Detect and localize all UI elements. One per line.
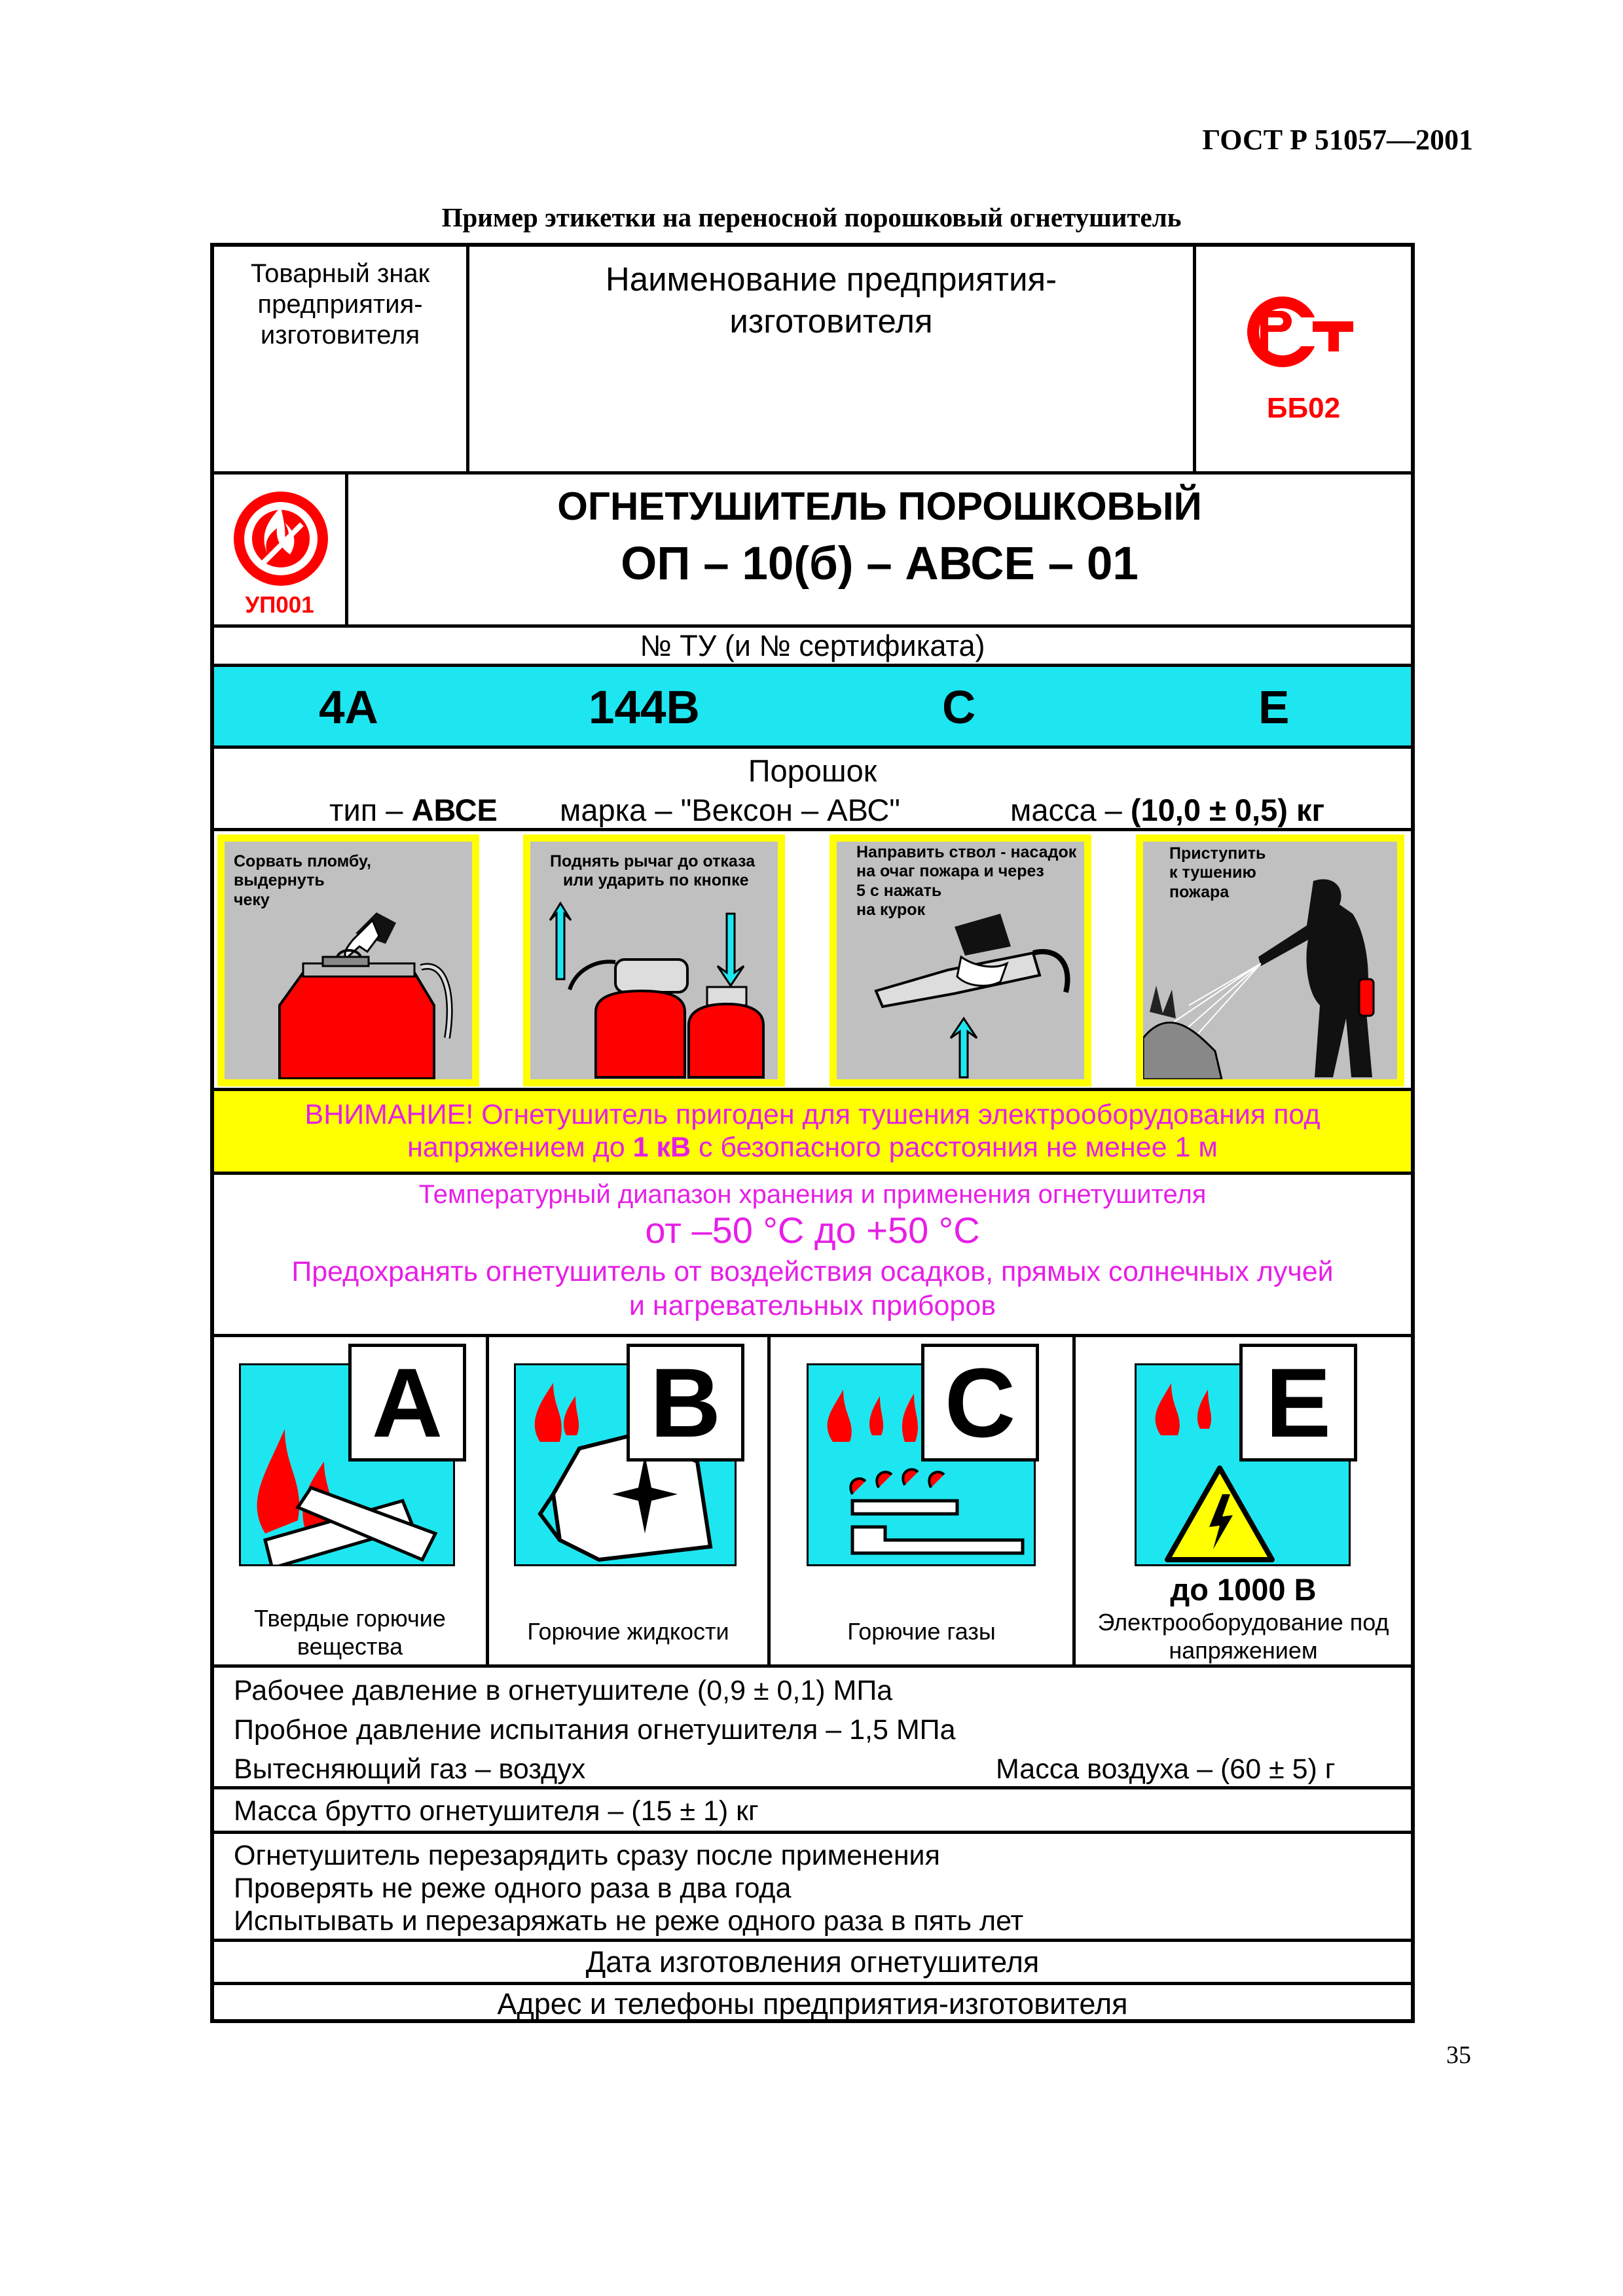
step-instruction-line: Приступить bbox=[1169, 844, 1266, 863]
manufacturer-address: Адрес и телефоны предприятия-изготовителя bbox=[497, 1987, 1128, 2020]
extinguisher-model: ОП – 10(б) – АВСЕ – 01 bbox=[621, 538, 1139, 590]
trademark-line: изготовителя bbox=[260, 320, 420, 350]
step-instruction-line: 5 с нажать bbox=[856, 881, 942, 900]
rating-class-a: 4А bbox=[319, 682, 378, 734]
storage-precaution: Предохранять огнетушитель от воздействия осадков, прямых солнечных лучей bbox=[291, 1256, 1334, 1287]
step-instruction-line: Сорвать пломбу, bbox=[234, 852, 371, 870]
fire-class-letter: E bbox=[1265, 1348, 1332, 1458]
step-instruction-line: на курок bbox=[856, 900, 926, 919]
usage-step-1 bbox=[217, 834, 479, 1086]
step-instruction-line: чеку bbox=[234, 890, 270, 909]
rating-class-e: Е bbox=[1258, 682, 1290, 734]
gross-mass: Масса брутто огнетушителя – (15 ± 1) кг bbox=[234, 1795, 759, 1827]
extinguisher-type-title: ОГНЕТУШИТЕЛЬ ПОРОШКОВЫЙ bbox=[557, 484, 1202, 528]
powder-type-label: тип – bbox=[329, 793, 412, 827]
warning-line: с безопасного расстояния не менее 1 м bbox=[691, 1132, 1218, 1163]
press-lever-illustration bbox=[530, 842, 778, 1079]
fire-class-c-cell bbox=[771, 1337, 1076, 1664]
powder-brand: марка – "Вексон – АВС" bbox=[560, 793, 900, 827]
enterprise-name-line: Наименование предприятия- bbox=[605, 260, 1057, 298]
powder-cell bbox=[214, 749, 1411, 831]
fire-class-letter: A bbox=[371, 1348, 443, 1458]
warning-line: ВНИМАНИЕ! Огнетушитель пригоден для тушения электрооборудования под bbox=[304, 1099, 1321, 1130]
tu-text: № ТУ (и № сертификата) bbox=[640, 628, 985, 662]
fire-class-letter: B bbox=[649, 1348, 721, 1458]
step-instruction-line: выдернуть bbox=[234, 871, 325, 890]
maintenance-line: Испытывать и перезаряжать не реже одного раза в пять лет bbox=[234, 1905, 1024, 1937]
trademark-line: Товарный знак bbox=[250, 259, 430, 288]
trademark-cell bbox=[214, 247, 469, 475]
max-voltage: до 1000 В bbox=[1170, 1572, 1317, 1607]
standard-number: ГОСТ Р 51057—2001 bbox=[1202, 124, 1473, 156]
maintenance-line: Огнетушитель перезарядить сразу после применения bbox=[234, 1840, 940, 1871]
maintenance-line: Проверять не реже одного раза в два года bbox=[234, 1873, 792, 1904]
usage-steps-band bbox=[214, 831, 1411, 1091]
trademark-line: предприятия- bbox=[257, 289, 423, 319]
fire-class-e-cell bbox=[1076, 1337, 1411, 1664]
rating-class-c: С bbox=[942, 682, 976, 734]
fire-class-description: Горючие газы bbox=[847, 1618, 996, 1645]
rating-class-b: 144В bbox=[589, 682, 700, 734]
manufacture-date-cell bbox=[214, 1942, 1411, 1985]
pull-pin-illustration bbox=[225, 842, 472, 1079]
fire-class-description: Горючие жидкости bbox=[527, 1618, 729, 1645]
fire-class-description: напряжением bbox=[1169, 1637, 1318, 1664]
tu-cell bbox=[214, 628, 1411, 667]
label-caption: Пример этикетки на переносной порошковый огнетушитель bbox=[441, 202, 1182, 232]
warning-voltage: 1 кВ bbox=[632, 1132, 691, 1163]
fire-safety-mark-cell bbox=[214, 475, 348, 628]
maintenance-cell bbox=[214, 1834, 1411, 1942]
fire-class-b-cell bbox=[489, 1337, 771, 1664]
storage-precaution: и нагревательных приборов bbox=[629, 1290, 996, 1321]
step-instruction-line: на очаг пожара и через bbox=[856, 862, 1044, 881]
fire-class-a-cell bbox=[214, 1337, 489, 1664]
usage-step-2 bbox=[523, 834, 785, 1086]
fire-safety-mark-icon bbox=[228, 486, 333, 591]
storage-conditions-cell bbox=[214, 1175, 1411, 1337]
test-pressure: Пробное давление испытания огнетушителя – 1,5 МПа bbox=[234, 1714, 956, 1746]
powder-type-value: АВСЕ bbox=[411, 793, 498, 827]
pressure-specs-cell bbox=[214, 1668, 1411, 1789]
fire-classes-band bbox=[214, 1337, 1411, 1668]
enterprise-name-line: изготовителя bbox=[729, 302, 933, 340]
fire-safety-mark-code: УП001 bbox=[245, 592, 314, 618]
certification-cell bbox=[1196, 247, 1411, 475]
certification-code: ББ02 bbox=[1266, 392, 1341, 424]
aim-nozzle-illustration bbox=[837, 842, 1084, 1079]
working-pressure: Рабочее давление в огнетушителе (0,9 ± 0,1) МПа bbox=[234, 1675, 893, 1706]
fire-class-description: вещества bbox=[297, 1633, 403, 1660]
temperature-range: от –50 °С до +50 °С bbox=[645, 1210, 980, 1251]
powder-mass-label: масса – bbox=[1010, 793, 1131, 827]
fire-class-description: Электрооборудование под bbox=[1097, 1609, 1389, 1636]
fire-class-letter: C bbox=[944, 1348, 1016, 1458]
gross-mass-cell bbox=[214, 1789, 1411, 1834]
usage-step-4 bbox=[1136, 834, 1404, 1086]
voltage-warning-band bbox=[214, 1091, 1411, 1175]
powder-heading: Порошок bbox=[748, 753, 877, 788]
step-instruction-line: пожара bbox=[1169, 882, 1230, 901]
powder-mass-value: (10,0 ± 0,5) кг bbox=[1130, 793, 1325, 827]
step-instruction-line: к тушению bbox=[1169, 863, 1256, 882]
rst-certification-logo bbox=[1242, 291, 1360, 383]
fire-class-description: Твердые горючие bbox=[254, 1605, 446, 1632]
manufacture-date: Дата изготовления огнетушителя bbox=[585, 1945, 1040, 1979]
page-number: 35 bbox=[1446, 2041, 1471, 2069]
address-cell bbox=[214, 1985, 1411, 2023]
step-instruction-line: или ударить по кнопке bbox=[563, 871, 749, 890]
propellant-gas: Вытесняющий газ – воздух bbox=[234, 1753, 586, 1785]
label-frame bbox=[210, 243, 1415, 2023]
usage-step-3 bbox=[830, 834, 1091, 1086]
step-instruction-line: Поднять рычаг до отказа bbox=[550, 852, 756, 870]
title-cell bbox=[348, 475, 1411, 628]
step-instruction-line: Направить ствол - насадок bbox=[856, 843, 1077, 861]
enterprise-name-cell bbox=[469, 247, 1196, 475]
extinguish-fire-illustration bbox=[1143, 842, 1397, 1079]
air-mass: Масса воздуха – (60 ± 5) г bbox=[996, 1753, 1336, 1785]
warning-line: напряжением до bbox=[407, 1132, 633, 1163]
fire-rating-band bbox=[214, 667, 1411, 749]
temperature-heading: Температурный диапазон хранения и применения огнетушителя bbox=[418, 1180, 1207, 1209]
